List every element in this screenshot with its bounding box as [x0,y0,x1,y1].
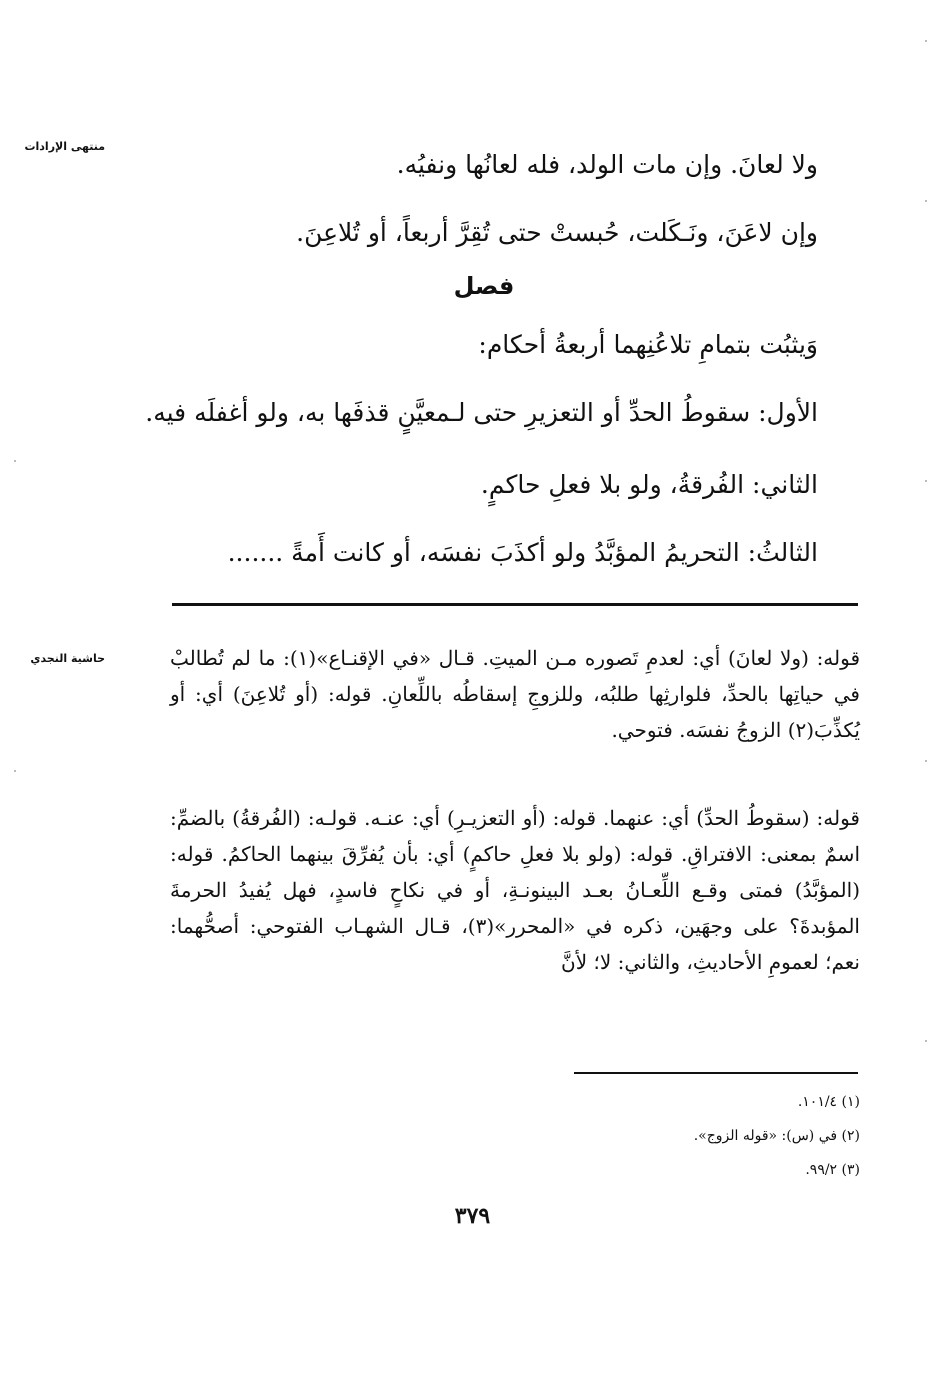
section-heading-fasl: فصل [453,272,515,300]
side-label-top: منتهى الإرادات [24,140,105,153]
footnote-rule [574,1072,858,1074]
margin-dot [925,1040,927,1042]
footnote-2: (٢) في (س): «قوله الزوج». [693,1128,860,1144]
main-line-2: وإن لاعَنَ، ونَـكَلت، حُبستْ حتى تُقِرَّ أربعاً، أو تُلاعِنَ. [296,218,818,247]
commentary-paragraph-2: قوله: (سقوطُ الحدِّ) أي: عنهما. قوله: (أو التعزيـرِ) أي: عنـه. قولـه: (الفُرقةُ) بالضمِّ: اسمٌ بمعنى: الافتراقِ. قوله: (ولو بلا فعلِ حاكمٍ) أي: بأن يُفرِّقَ بينهما الحاكمُ. قوله: (المؤبَّدُ) فمتى وقـع اللِّعـانُ بعـد البينونـةِ، أو في نكاحٍ فاسدٍ، فهل يُفيدُ الحرمةَ المؤبدةَ؟ على وجهَين، ذكره في «المحرر»(٣)، قـال الشهـاب الفتوحي: أصحُّهما: نعم؛ لعمومِ الأحاديثِ، والثاني: لا؛ لأنَّ [170,806,860,974]
side-label-commentary: حاشية النجدي [30,652,105,665]
main-line-3: وَيثبُت بتمامِ تلاعُنِهما أربعةُ أحكام: [478,330,818,359]
commentary-paragraph-1: قوله: (ولا لعانَ) أي: لعدمِ تَصوره مـن الميتِ. قـال «في الإقنـاع»(١): ما لم تُطالبْ في حياتِها بالحدِّ، فلوارثِها طلبُه، وللزوجِ إسقاطُه باللِّعانِ. قوله: (أو تُلاعِنَ) أي: أو يُكذِّبَ(٢) الزوجُ نفسَه. فتوحي. [170,646,861,742]
margin-dot [925,40,927,42]
margin-dot [925,480,927,482]
margin-dot [925,760,927,762]
separator-rule [172,603,858,606]
main-line-6: الثالثُ: التحريمُ المؤبَّدُ ولو أكذَبَ نفسَه، أو كانت أَمةً ....... [227,538,818,567]
main-line-5: الثاني: الفُرقةُ، ولو بلا فعلِ حاكمٍ. [480,470,818,499]
main-line-1: ولا لعانَ. وإن مات الولد، فله لعانُها ونفيُه. [396,150,818,179]
footnote-3: (٣) ٩٩/٢. [805,1162,860,1178]
margin-dot [925,200,927,202]
margin-dot [14,460,16,462]
main-line-4: الأول: سقوطُ الحدِّ أو التعزيرِ حتى لـمعيَّنٍ قذفَها به، ولو أغفلَه فيه. [145,398,818,427]
page-number: ٣٧٩ [454,1203,491,1229]
margin-dot [14,770,16,772]
footnote-1: (١) ١٠١/٤. [797,1094,860,1110]
